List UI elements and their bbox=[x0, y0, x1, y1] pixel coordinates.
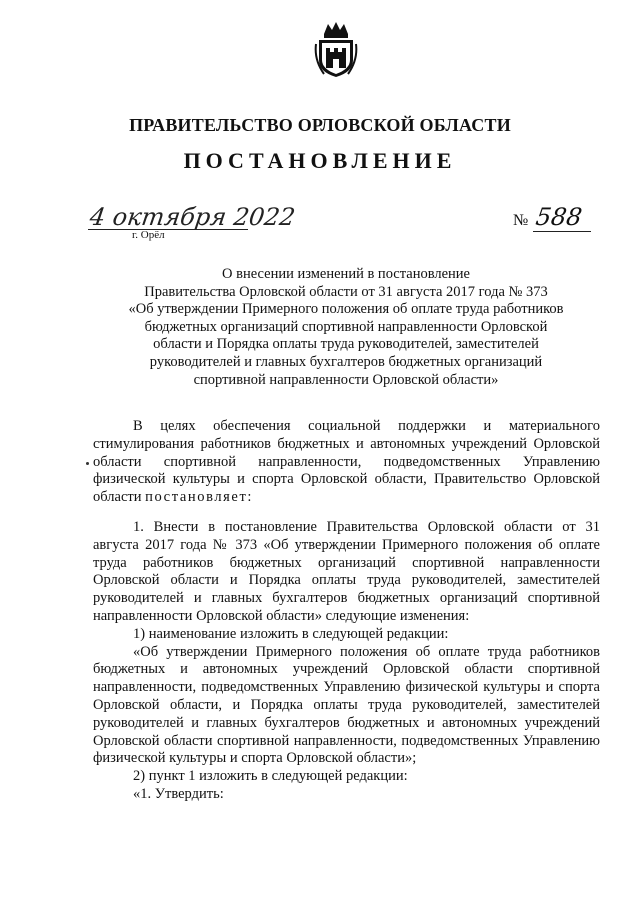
date-underline bbox=[88, 229, 248, 230]
subject-line: руководителей и главных бухгалтеров бюджетных организаций bbox=[149, 353, 543, 370]
preamble-verb: постановляет bbox=[145, 489, 248, 506]
subject-line: бюджетных организаций спортивной направленности Орловской bbox=[144, 318, 548, 335]
margin-mark bbox=[86, 462, 89, 465]
preamble-text: В целях обеспечения социальной поддержки и материального стимулирования работников бюджетных и автономных учреждений Орловской области спортивной направленности, подведомственных Управлению физической культуры и спорта Орловской области, Правительство Орловской области bbox=[93, 418, 600, 506]
handwritten-number: 588 bbox=[534, 203, 584, 231]
preamble-paragraph bbox=[93, 418, 600, 507]
document-subject bbox=[90, 266, 602, 389]
quote-2-paragraph: «1. Утвердить: bbox=[133, 785, 224, 802]
subject-line: О внесении изменений в постановление bbox=[222, 266, 470, 282]
document-body bbox=[93, 418, 600, 804]
city-label: г. Орёл bbox=[132, 229, 165, 241]
handwritten-date: 4 октября 2022 bbox=[88, 203, 297, 231]
subitem-1-paragraph: 1) наименование изложить в следующей редакции: bbox=[133, 625, 449, 642]
organization-title: ПРАВИТЕЛЬСТВО ОРЛОВСКОЙ ОБЛАСТИ bbox=[129, 115, 511, 135]
item-1-paragraph: 1. Внести в постановление Правительства Орловской области от 31 августа 2017 года № 373 «Об утверждении Примерного положения об оплате труда работников бюджетных организаций спортивной направленности Орловской области и Порядка оплаты труда руководителей, заместителей руководителей и главных бухгалтеров бюджетных организаций спортивной направленности Орловской области» следующие изменения: bbox=[93, 518, 600, 624]
subject-line: области и Порядка оплаты труда руководителей, заместителей bbox=[153, 336, 539, 353]
number-label: № bbox=[513, 212, 529, 229]
document-type-title: ПОСТАНОВЛЕНИЕ bbox=[183, 148, 457, 173]
subject-line: Правительства Орловской области от 31 августа 2017 года № 373 bbox=[144, 283, 548, 300]
subitem-2-paragraph: 2) пункт 1 изложить в следующей редакции: bbox=[133, 768, 408, 785]
preamble-colon: : bbox=[247, 489, 252, 506]
quote-1-paragraph: «Об утверждении Примерного положения об оплате труда работников бюджетных и автономных учреждений Орловской области спортивной направленности, подведомственных Управлению физической культуры и спорта Орловской области, и Порядка оплаты труда руководителей, заместителей руководителей и главных бухгалтеров бюджетных и автономных учреждений Орловской области спортивной направленности, подведомственных Управлению физической культуры и спорта Орловской области»; bbox=[93, 643, 600, 767]
subject-line: спортивной направленности Орловской области» bbox=[193, 371, 499, 388]
number-underline bbox=[533, 231, 591, 232]
coat-of-arms-icon bbox=[314, 20, 358, 78]
subject-line: «Об утверждении Примерного положения об оплате труда работников bbox=[128, 301, 564, 318]
